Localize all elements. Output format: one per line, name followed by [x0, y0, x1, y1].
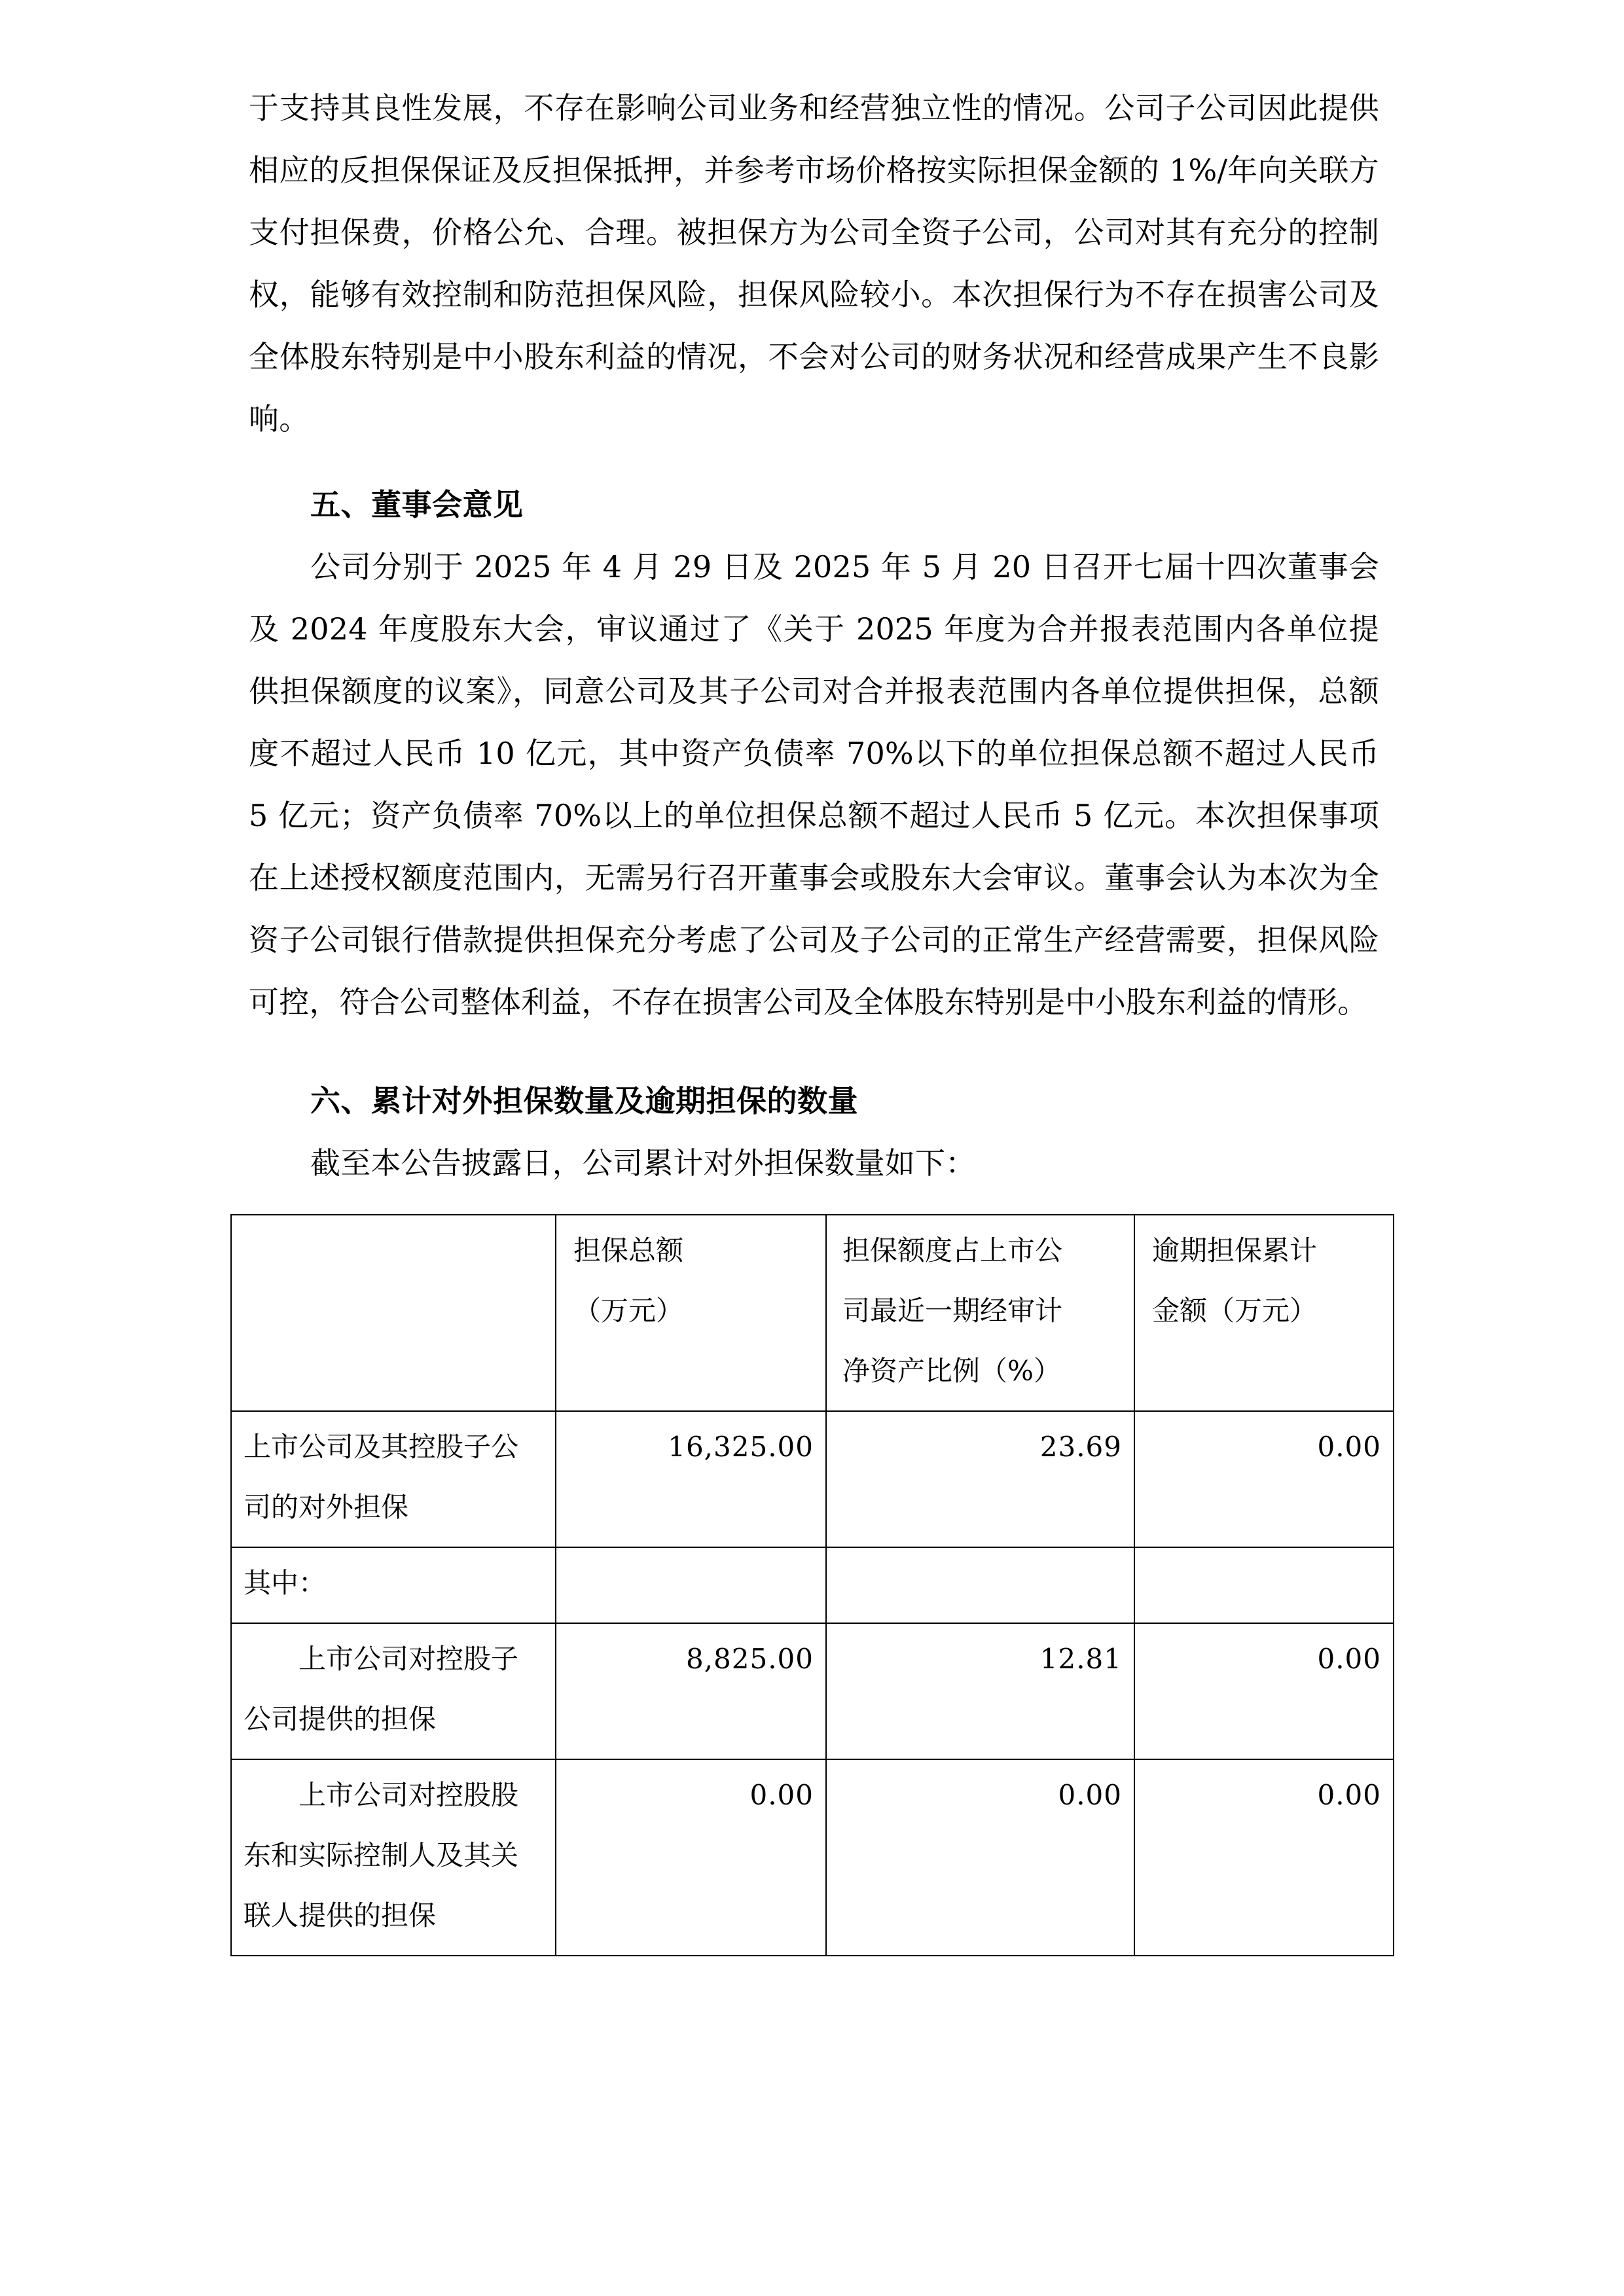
guarantee-summary-table — [230, 1214, 1394, 1956]
spacer — [230, 450, 1393, 474]
row-total-amount: 16,325.00 — [556, 1411, 826, 1547]
header-line-3: 净资产比例（%） — [842, 1355, 1061, 1387]
row-net-asset-ratio: 23.69 — [826, 1411, 1134, 1547]
table-row — [231, 1623, 1394, 1759]
row-label: 上市公司及其控股子公司的对外担保 — [231, 1411, 556, 1547]
header-line-2: （万元） — [573, 1295, 684, 1327]
header-line-1: 担保总额 — [573, 1234, 684, 1266]
row-overdue-amount — [1134, 1547, 1394, 1623]
header-line-2: 金额（万元） — [1152, 1295, 1318, 1327]
row-overdue-amount: 0.00 — [1134, 1759, 1394, 1956]
row-label: 其中： — [231, 1547, 556, 1623]
table-header-cell-ratio — [826, 1215, 1134, 1411]
row-total-amount: 8,825.00 — [556, 1623, 826, 1759]
row-total-amount: 0.00 — [556, 1759, 826, 1956]
section-heading-five: 五、董事会意见 — [310, 487, 524, 522]
row-label: 上市公司对控股股东和实际控制人及其关联人提供的担保 — [231, 1759, 556, 1956]
section-heading-six: 六、累计对外担保数量及逾期担保的数量 — [310, 1083, 858, 1119]
table-header-row — [231, 1215, 1394, 1411]
row-overdue-amount: 0.00 — [1134, 1411, 1394, 1547]
paragraph-continuation: 于支持其良性发展，不存在影响公司业务和经营独立性的情况。公司子公司因此提供相应的反担保保证及反担保抵押，并参考市场价格按实际担保金额的 1%/年向关联方支付担保费，价格公允、合理。被担保方为公司全资子公司，公司对其有充分的控制权，能够有效控制和防范担保风险，担保风险较小。本次担保行为不存在损害公司及全体股东特别是中小股东利益的情况，不会对公司的财务状况和经营成果产生不良影响。 — [249, 90, 1379, 437]
guarantee-table-wrap — [230, 1214, 1393, 1956]
row-label: 上市公司对控股子公司提供的担保 — [231, 1623, 556, 1759]
row-overdue-amount: 0.00 — [1134, 1623, 1394, 1759]
header-line-2: 司最近一期经审计 — [842, 1295, 1063, 1327]
row-net-asset-ratio — [826, 1547, 1134, 1623]
row-net-asset-ratio: 0.00 — [826, 1759, 1134, 1956]
table-header-cell-overdue — [1134, 1215, 1394, 1411]
header-line-1: 逾期担保累计 — [1152, 1234, 1318, 1266]
table-row — [231, 1411, 1394, 1547]
row-total-amount — [556, 1547, 826, 1623]
section-six-body: 截至本公告披露日，公司累计对外担保数量如下： — [310, 1145, 976, 1181]
section-five-body: 公司分别于 2025 年 4 月 29 日及 2025 年 5 月 20 日召开七届十四次董事会及 2024 年度股东大会，审议通过了《关于 2025 年度为合并报表范围内各单位提供担保额度的议案》，同意公司及其子公司对合并报表范围内各单位提供担保，总额度不超过人民币 10 亿元，其中资产负债率 70%以下的单位担保总额不超过人民币 5 亿元；资产负债率 70%以上的单位担保总额不超过人民币 5 亿元。本次担保事项在上述授权额度范围内，无需另行召开董事会或股东大会审议。董事会认为本次为全资子公司银行借款提供担保充分考虑了公司及子公司的正常生产经营需要，担保风险可控，符合公司整体利益，不存在损害公司及全体股东特别是中小股东利益的情形。 — [249, 549, 1379, 1020]
row-net-asset-ratio: 12.81 — [826, 1623, 1134, 1759]
table-row — [231, 1547, 1394, 1623]
table-header-cell-total — [556, 1215, 826, 1411]
page-content — [230, 77, 1393, 1956]
header-line-1: 担保额度占上市公 — [842, 1234, 1063, 1266]
spacer — [230, 1033, 1393, 1070]
table-header-cell-0 — [231, 1215, 556, 1411]
table-row — [231, 1759, 1394, 1956]
